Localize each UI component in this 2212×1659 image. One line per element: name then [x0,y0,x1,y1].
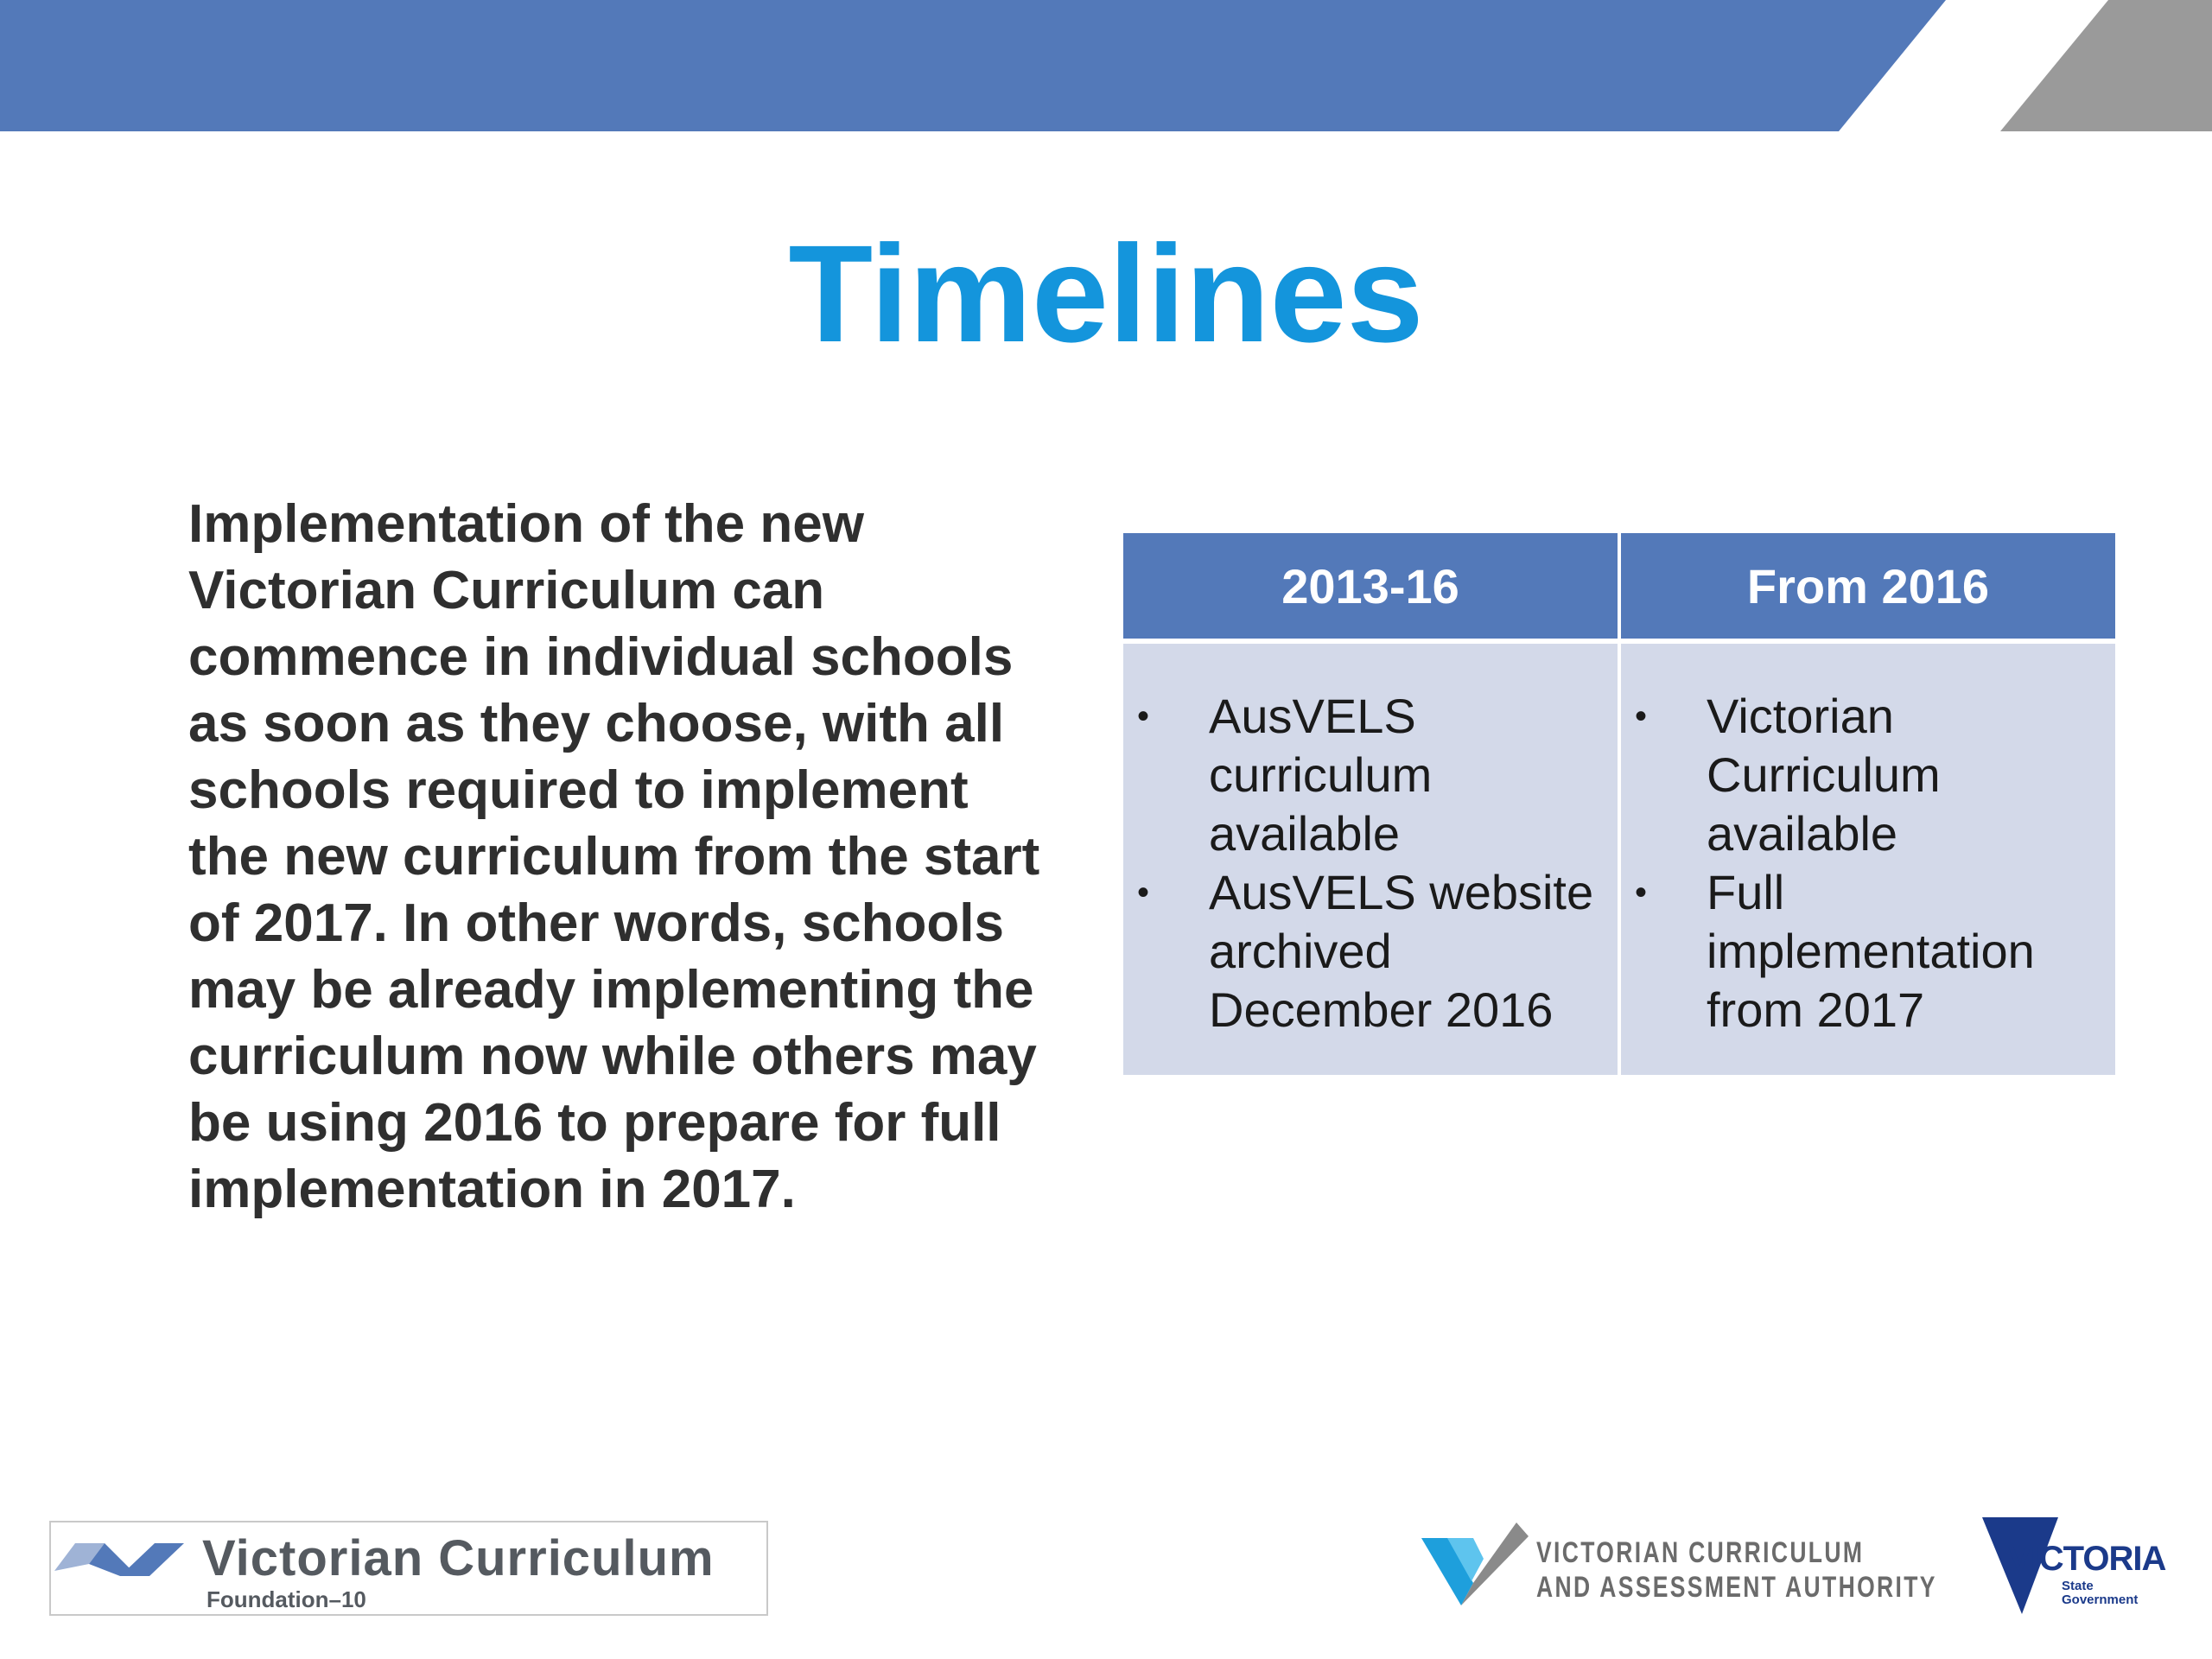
bullet-list [1633,687,2098,1039]
vcaa-mark-icon [1421,1514,1534,1618]
list-item: • Victorian Curriculum available [1635,689,1941,861]
vcaa-logo-line2: AND ASSESSMENT AUTHORITY [1536,1571,1937,1604]
vc-logo-subtitle: Foundation–10 [207,1586,366,1612]
vcaa-logo [1421,1514,1937,1618]
column-header-2013-16: 2013-16 [1123,533,1619,641]
column-cell-2013-16 [1123,641,1619,1075]
bullet-list [1135,687,1600,1039]
list-item: • Full implementation from 2017 [1635,865,2035,1037]
victoria-logo-word: VICTORIA [2008,1540,2166,1578]
column-cell-from-2016 [1619,641,2115,1075]
bullet-icon: • [1635,697,1648,735]
top-banner [0,0,2212,131]
column-header-from-2016: From 2016 [1619,533,2115,641]
vcaa-logo-line1: VICTORIAN CURRICULUM [1536,1536,1865,1569]
bullet-icon: • [1635,874,1648,912]
vc-logo-name: Victorian Curriculum [202,1530,715,1586]
bullet-icon: • [1137,874,1150,912]
victorian-curriculum-logo [49,1521,768,1616]
victoria-logo-subtitle: State Government [2062,1579,2139,1607]
body-paragraph: Implementation of the new Victorian Curriculum can commence in individual schools as soon as they choose, with all schools required to implement the new curriculum from the start of 2017. In other words, schools may be already implementing the curriculum now while others may be using 2016 to prepare for full implementation in 2017. [188,494,1040,1219]
vc-mark-icon [54,1535,193,1586]
list-item: • AusVELS website archived December 2016 [1137,865,1594,1037]
bullet-icon: • [1137,697,1150,735]
list-item: • AusVELS curriculum available [1137,689,1433,861]
victoria-state-government-logo [1979,1514,2195,1618]
slide-title: Timelines [788,216,1424,371]
timeline-table [1123,533,2115,1075]
